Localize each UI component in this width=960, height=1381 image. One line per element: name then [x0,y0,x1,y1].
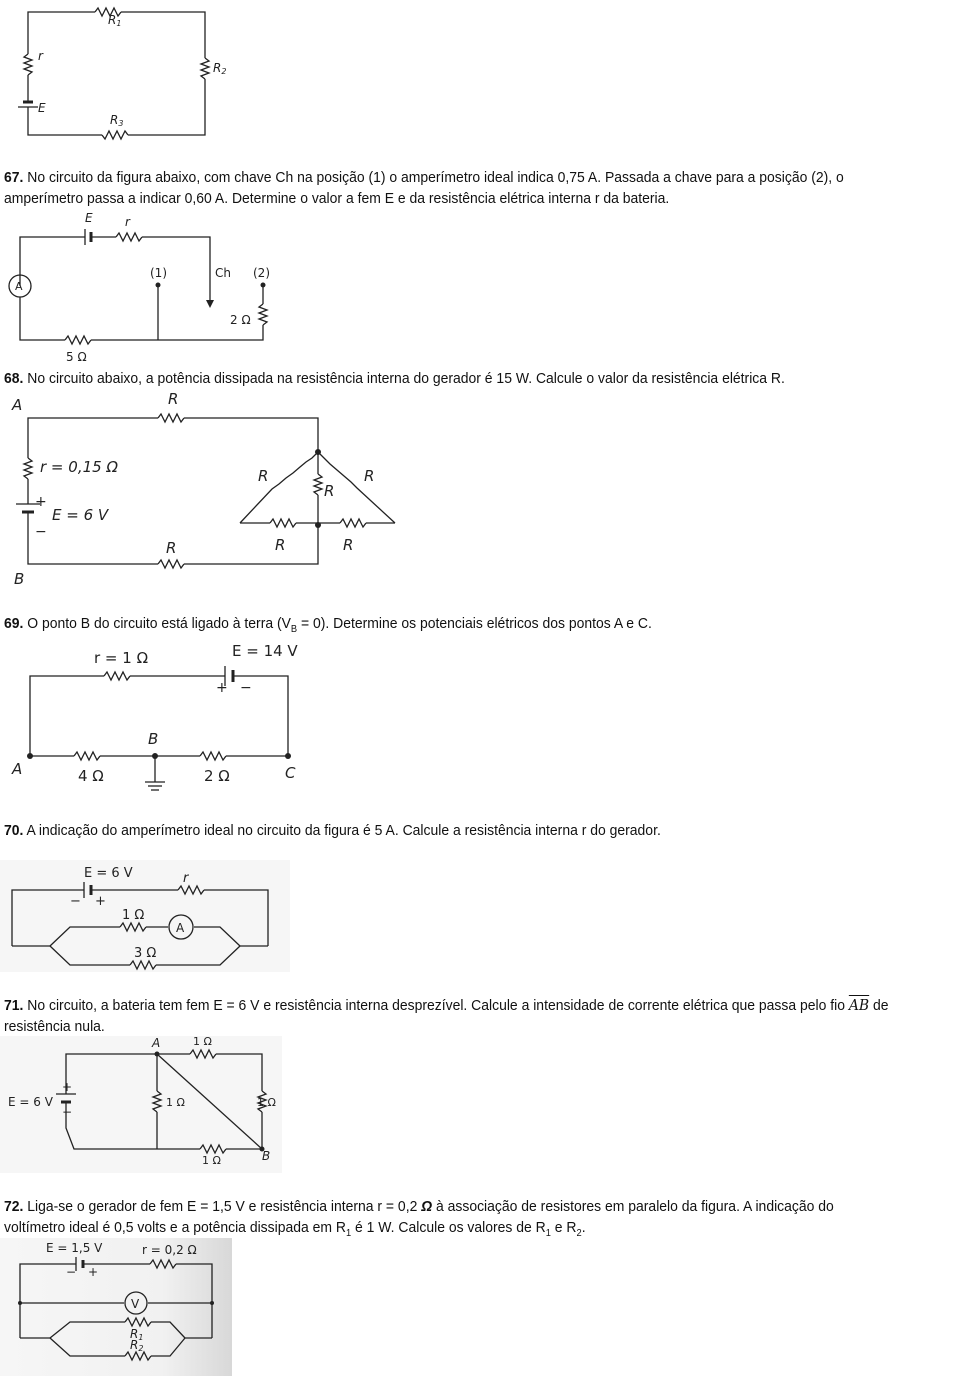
question-number: 68. [4,370,24,387]
question-number: 71. [4,997,24,1014]
label-e: E [38,101,46,115]
label-r-bottom: R [166,539,177,557]
label-emf: E = 6 V [8,1095,53,1109]
label-3-ohm: 3 Ω [134,946,157,961]
question-text: No circuito da figura abaixo, com chave Ch na posição (1) o amperímetro ideal indica 0,75 A. Passada a chave para a posição (2), o amperímetro passa a indicar 0,60 A. Determine o valor a fem E e da resistência elétrica interna r da bateria. [4,169,844,207]
label-plus: + [216,680,228,696]
label-1-ohm-middle: 1 Ω [166,1096,185,1109]
label-emf: E = 14 V [232,642,298,660]
label-emf: E = 6 V [52,506,109,524]
label-r-top: R [168,390,179,408]
question-text-end: . [581,1219,586,1236]
label-a: A [12,760,23,778]
segment-ab: $\overline{AB}$ [848,996,870,1014]
label-plus: + [35,494,47,510]
label-r2: R2 [130,1338,144,1353]
question-number: 69. [4,615,24,632]
label-position-1: (1) [150,266,167,280]
label-emf: E = 1,5 V [46,1241,103,1255]
question-68 [4,368,892,389]
question-text-after: de resistência nula. [4,997,889,1035]
label-r-bottom-right: R [343,536,354,554]
label-1-ohm-bottom: 1 Ω [202,1154,221,1167]
question-text-before: No circuito, a bateria tem fem E = 6 V e resistência interna desprezível. Calcule a intensidade de corrente elétrica que passa pelo fio [27,997,849,1014]
label-r3: R3 [110,113,124,128]
question-number: 72. [4,1198,24,1215]
label-r-bottom-left: R [275,536,286,554]
label-b: B [14,570,25,588]
question-text-mid3: e R [550,1219,577,1236]
figure-67-circuit [0,210,280,365]
question-text: A indicação do amperímetro ideal no circuito da figura é 5 A. Calcule a resistência interna r do gerador. [26,822,661,839]
label-plus: + [88,1265,99,1279]
label-1-ohm-top: 1 Ω [193,1035,212,1048]
label-r-internal: r = 0,15 Ω [40,458,118,476]
label-r-internal: r = 1 Ω [94,649,149,667]
subscript-r2: 2 [576,1228,582,1239]
figure-71-circuit [0,1036,282,1173]
label-minus: − [35,524,47,540]
figure-72-circuit [0,1238,232,1376]
label-r: r [125,215,130,229]
label-r-internal: r = 0,2 Ω [142,1243,197,1257]
subscript-r1: 1 [345,1228,352,1239]
label-r2: R2 [213,61,227,76]
label-r1: R1 [108,13,122,28]
label-c: C [285,764,296,782]
label-1-ohm-right: 1 Ω [257,1096,276,1109]
label-minus: − [66,1265,77,1279]
figure-69-circuit [0,638,310,803]
label-minus: − [70,894,81,909]
label-b: B [262,1149,271,1163]
label-r-right: R [364,467,375,485]
question-number: 70. [4,822,24,839]
figure-circuit-r1-r2-r3 [0,0,240,145]
label-2-ohm: 2 Ω [230,313,251,327]
question-70 [4,820,892,841]
label-r: r [183,871,189,886]
label-emf: E = 6 V [84,866,133,881]
label-position-2: (2) [253,266,270,280]
question-69 [4,613,892,640]
label-minus: − [62,1105,73,1119]
label-r-left: R [258,467,269,485]
question-text-after: = 0). Determine os potenciais elétricos dos pontos A e C. [297,615,652,632]
figure-70-circuit [0,860,290,972]
label-r: r [38,49,43,63]
question-text-mid2: é 1 W. Calcule os valores de R [351,1219,546,1236]
label-minus: − [240,680,252,696]
ammeter-label: A [176,921,185,935]
question-text: No circuito abaixo, a potência dissipada na resistência interna do gerador é 15 W. Calcule o valor da resistência elétrica R. [27,370,785,387]
label-r1: R1 [130,1327,144,1342]
question-text-mid: à associação de resistores em paralelo da figura. A indicação do voltímetro ideal é 0,5 volts e a potência dissipada em R [4,1198,834,1236]
omega-symbol: Ω [421,1198,433,1215]
question-67 [4,167,892,209]
label-plus: + [62,1080,73,1094]
label-2-ohm: 2 Ω [204,767,230,785]
question-text-before: Liga-se o gerador de fem E = 1,5 V e resistência interna r = 0,2 [27,1198,422,1215]
label-plus: + [95,894,106,909]
ammeter-label: A [15,280,23,293]
voltmeter-label: V [131,1297,140,1311]
label-a: A [12,396,23,414]
label-r-middle: R [324,482,335,500]
label-a: A [152,1036,161,1050]
question-number: 67. [4,169,24,186]
label-1-ohm: 1 Ω [122,908,145,923]
label-5-ohm: 5 Ω [66,350,87,364]
label-4-ohm: 4 Ω [78,767,104,785]
question-72 [4,1196,892,1244]
question-text-before: O ponto B do circuito está ligado à terra (V [27,615,291,632]
question-71 [4,995,892,1037]
label-e: E [85,211,93,225]
subscript-r1b: 1 [545,1228,551,1239]
label-b: B [148,730,159,748]
label-switch: Ch [215,266,231,280]
question-subscript: B [290,624,298,635]
figure-68-circuit [0,388,410,588]
